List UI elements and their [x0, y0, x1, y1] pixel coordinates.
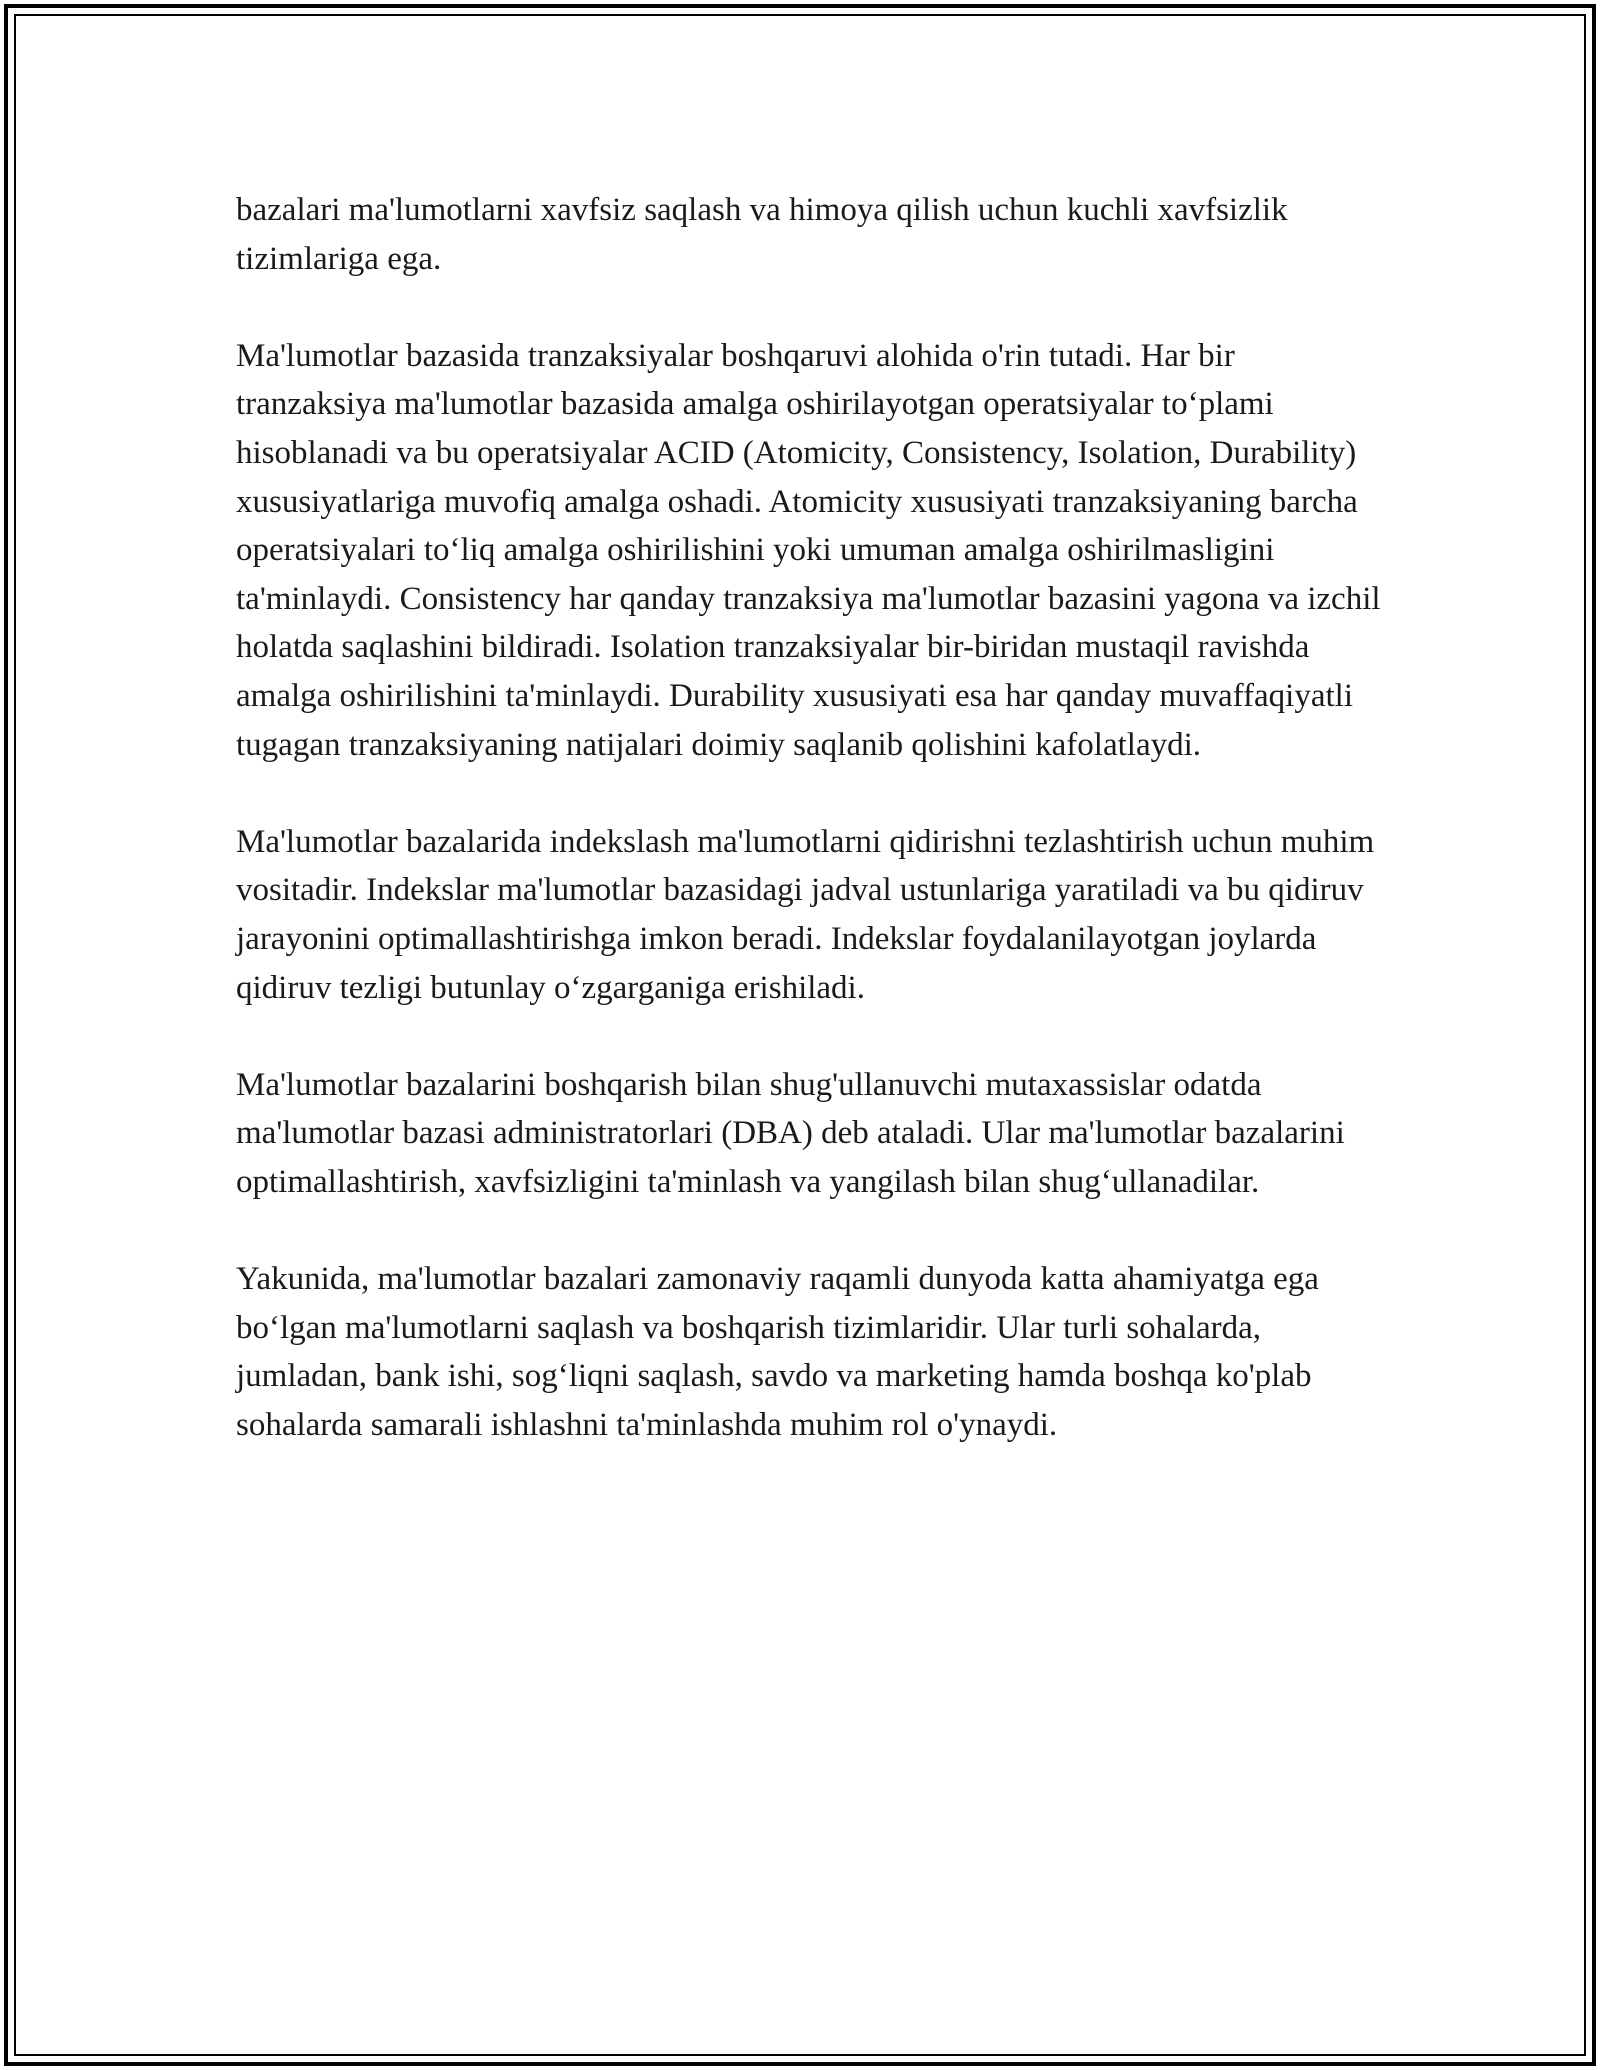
document-body: [236, 186, 1386, 1498]
paragraph-indexing: Ma'lumotlar bazalarida indekslash ma'lumotlarni qidirishni tezlashtirish uchun muhim vositadir. Indekslar ma'lumotlar bazasidagi jadval ustunlariga yaratiladi va bu qidiruv jarayonini optimallashtirishga imkon beradi. Indekslar foydalanilayotgan joylarda qidiruv tezligi butunlay o‘zgarganiga erishiladi.: [236, 823, 1375, 1006]
paragraph-dba: Ma'lumotlar bazalarini boshqarish bilan shug'ullanuvchi mutaxassislar odatda ma'lumotlar bazasi administratorlari (DBA) deb ataladi. Ular ma'lumotlar bazalarini optimallashtirish, xavfsizligini ta'minlash va yangilash bilan shug‘ullanadilar.: [236, 1066, 1345, 1200]
paragraph-transactions-acid: Ma'lumotlar bazasida tranzaksiyalar boshqaruvi alohida o'rin tutadi. Har bir tranzaksiya ma'lumotlar bazasida amalga oshirilayotgan operatsiyalar to‘plami hisoblanadi va bu operatsiyalar ACID (Atomicity, Consistency, Isolation, Durability) xususiyatlariga muvofiq amalga oshadi. Atomicity xususiyati tranzaksiyaning barcha operatsiyalari to‘liq amalga oshirilishini yoki umuman amalga oshirilmasligini ta'minlaydi. Consistency har qanday tranzaksiya ma'lumotlar bazasini yagona va izchil holatda saqlashini bildiradi. Isolation tranzaksiyalar bir-biridan mustaqil ravishda amalga oshirilishini ta'minlaydi. Durability xususiyati esa har qanday muvaffaqiyatli tugagan tranzaksiyaning natijalari doimiy saqlanib qolishini kafolatlaydi.: [236, 337, 1381, 763]
paragraph-security: bazalari ma'lumotlarni xavfsiz saqlash va himoya qilish uchun kuchli xavfsizlik tizimlariga ega.: [236, 192, 1288, 277]
paragraph-conclusion: Yakunida, ma'lumotlar bazalari zamonaviy raqamli dunyoda katta ahamiyatga ega bo‘lgan ma'lumotlarni saqlash va boshqarish tizimlaridir. Ular turli sohalarda, jumladan, bank ishi, sog‘liqni saqlash, savdo va marketing hamda boshqa ko'plab sohalarda samarali ishlashni ta'minlashda muhim rol o'ynaydi.: [236, 1261, 1319, 1443]
